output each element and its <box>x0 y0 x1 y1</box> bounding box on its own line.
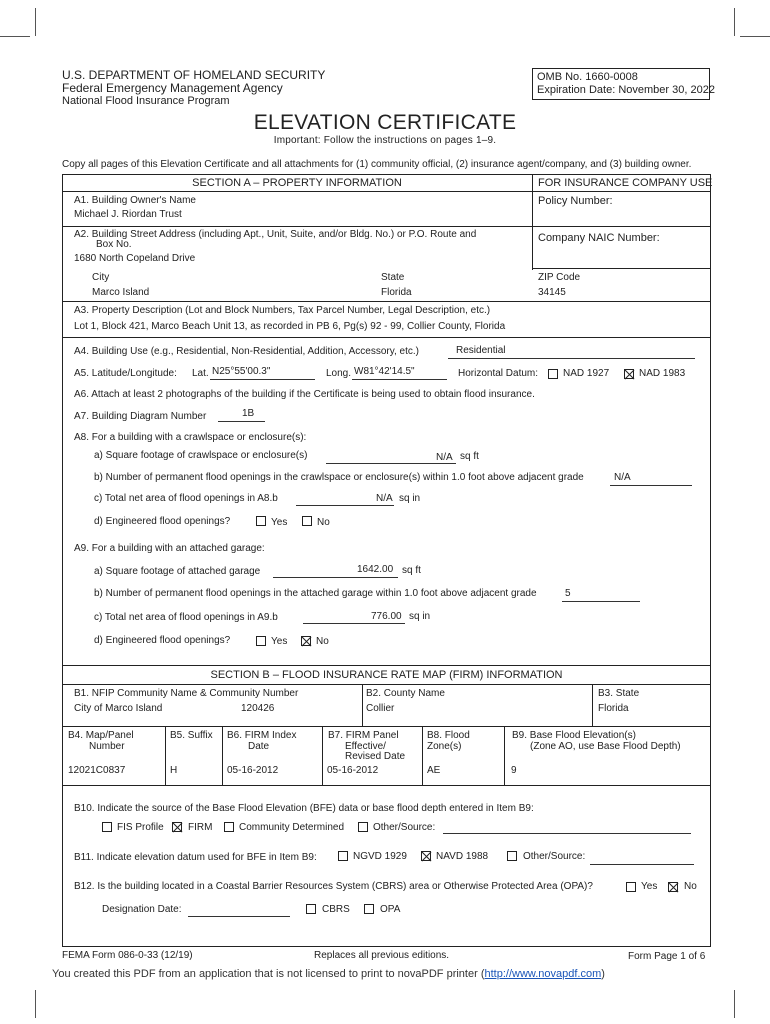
a9c-underline <box>303 623 405 624</box>
city-label: City <box>92 272 110 283</box>
a5-label: A5. Latitude/Longitude: <box>74 368 177 379</box>
b11-other-label: Other/Source: <box>523 851 586 862</box>
opa-checkbox[interactable] <box>364 904 374 914</box>
fis-profile-label: FIS Profile <box>117 822 164 833</box>
navd-checkbox[interactable] <box>421 851 431 861</box>
designation-date-underline[interactable] <box>188 916 290 917</box>
b4-label: B4. Map/Panel <box>68 730 134 741</box>
b8-value[interactable]: AE <box>427 765 441 776</box>
b10-label: B10. Indicate the source of the Base Flood Elevation (BFE) data or base flood depth entered in Item B9: <box>74 803 534 814</box>
lat-underline <box>210 379 315 380</box>
b12-label: B12. Is the building located in a Coastal Barrier Resources System (CBRS) area or Otherwise Protected Area (OPA)? <box>74 881 593 892</box>
b1-label: B1. NFIP Community Name & Community Number <box>74 688 299 699</box>
b5-label: B5. Suffix <box>170 730 213 741</box>
datum-label: Horizontal Datum: <box>458 368 539 379</box>
important-note: Important: Follow the instructions on pages 1–9. <box>273 135 497 146</box>
b2-label: B2. County Name <box>366 688 445 699</box>
a1-value[interactable]: Michael J. Riordan Trust <box>74 209 182 220</box>
naic-label: Company NAIC Number: <box>538 232 660 244</box>
a4-underline <box>448 358 695 359</box>
a3-label: A3. Property Description (Lot and Block Numbers, Tax Parcel Number, Legal Description, etc.) <box>74 305 491 316</box>
cbrs-checkbox[interactable] <box>306 904 316 914</box>
divider <box>62 684 711 685</box>
divider <box>165 726 166 785</box>
divider <box>62 301 711 302</box>
a7-value[interactable]: 1B <box>242 408 255 419</box>
b6-value[interactable]: 05-16-2012 <box>227 765 279 776</box>
b8-label-cont: Zone(s) <box>427 741 462 752</box>
divider <box>62 726 711 727</box>
divider <box>504 726 505 785</box>
a8c-underline <box>296 505 394 506</box>
crop-mark <box>0 36 30 37</box>
a8-label: A8. For a building with a crawlspace or enclosure(s): <box>74 432 307 443</box>
page-number: Form Page 1 of 6 <box>628 951 706 962</box>
lat-value[interactable]: N25°55'00.3" <box>212 366 271 377</box>
expiration-date: Expiration Date: November 30, 2022 <box>537 84 715 96</box>
state-value[interactable]: Florida <box>381 287 412 298</box>
b11-other-underline <box>590 864 694 865</box>
zip-value[interactable]: 34145 <box>538 287 566 298</box>
b9-label: B9. Base Flood Elevation(s) <box>512 730 636 741</box>
b12-yes-checkbox[interactable] <box>626 882 636 892</box>
a8b-value[interactable]: N/A <box>614 472 631 483</box>
b4-label-cont: Number <box>89 741 125 752</box>
a9d-label: d) Engineered flood openings? <box>94 635 231 646</box>
b1-name[interactable]: City of Marco Island <box>74 703 163 714</box>
opa-label: OPA <box>380 904 401 915</box>
a8d-no-label: No <box>317 517 330 528</box>
a9b-underline <box>562 601 640 602</box>
a8d-yes-checkbox[interactable] <box>256 516 266 526</box>
crop-mark <box>734 990 735 1018</box>
policy-number-label: Policy Number: <box>538 195 613 207</box>
b7-label-cont: Effective/ <box>345 741 386 752</box>
a9b-value[interactable]: 5 <box>565 588 571 599</box>
sq-ft-unit: sq ft <box>460 451 479 462</box>
a8d-yes-label: Yes <box>271 517 288 528</box>
a9d-no-label: No <box>316 636 329 647</box>
agency-name: Federal Emergency Management Agency <box>62 81 283 95</box>
a4-value[interactable]: Residential <box>456 345 506 356</box>
b6-label-cont: Date <box>248 741 270 752</box>
a2-label-cont: Box No. <box>96 239 132 250</box>
divider <box>62 337 711 338</box>
a3-value[interactable]: Lot 1, Block 421, Marco Beach Unit 13, as recorded in PB 6, Pg(s) 92 - 99, Collier County, Florida <box>74 321 506 332</box>
replaces-note: Replaces all previous editions. <box>314 950 450 961</box>
a4-label: A4. Building Use (e.g., Residential, Non-Residential, Addition, Accessory, etc.) <box>74 346 419 357</box>
crop-mark <box>35 8 36 36</box>
fis-profile-checkbox[interactable] <box>102 822 112 832</box>
agency-dept: U.S. DEPARTMENT OF HOMELAND SECURITY <box>62 68 326 82</box>
a2-label: A2. Building Street Address (including Apt., Unit, Suite, and/or Bldg. No.) or P.O. Route and <box>74 229 477 240</box>
long-label: Long. <box>326 368 352 379</box>
a8c-value[interactable]: N/A <box>376 493 393 504</box>
a9d-yes-label: Yes <box>271 636 288 647</box>
ngvd-checkbox[interactable] <box>338 851 348 861</box>
a9d-yes-checkbox[interactable] <box>256 636 266 646</box>
long-value[interactable]: W81°42'14.5" <box>354 366 415 377</box>
b10-other-underline <box>443 833 691 834</box>
b11-label: B11. Indicate elevation datum used for BFE in Item B9: <box>74 852 317 863</box>
b10-other-checkbox[interactable] <box>358 822 368 832</box>
b5-value[interactable]: H <box>170 765 178 776</box>
b9-label-cont: (Zone AO, use Base Flood Depth) <box>530 741 681 752</box>
divider <box>422 726 423 785</box>
a8b-underline <box>610 485 692 486</box>
crop-mark <box>35 990 36 1018</box>
a9c-label: c) Total net area of flood openings in A9.b <box>94 612 278 623</box>
watermark-notice <box>52 968 605 980</box>
divider <box>322 726 323 785</box>
b3-label: B3. State <box>598 688 640 699</box>
divider <box>592 684 593 726</box>
a1-label: A1. Building Owner's Name <box>74 195 196 206</box>
a2-value[interactable]: 1680 North Copeland Drive <box>74 253 196 264</box>
b7-value[interactable]: 05-16-2012 <box>327 765 379 776</box>
b7-label: B7. FIRM Panel <box>328 730 399 741</box>
firm-checkbox[interactable] <box>172 822 182 832</box>
divider <box>62 665 711 666</box>
b9-value[interactable]: 9 <box>511 765 517 776</box>
b11-other-checkbox[interactable] <box>507 851 517 861</box>
city-value[interactable]: Marco Island <box>92 287 150 298</box>
divider <box>62 226 711 227</box>
navd-label: NAVD 1988 <box>436 851 489 862</box>
b7-label-cont2: Revised Date <box>345 751 406 762</box>
program-name: National Flood Insurance Program <box>62 95 230 107</box>
a8b-label: b) Number of permanent flood openings in the crawlspace or enclosure(s) within 1.0 foot above adjacent grade <box>94 472 584 483</box>
a9a-underline <box>273 577 398 578</box>
a9c-value[interactable]: 776.00 <box>371 611 402 622</box>
a8a-label: a) Square footage of crawlspace or enclosure(s) <box>94 450 308 461</box>
nad1927-label: NAD 1927 <box>563 368 610 379</box>
a8d-no-checkbox[interactable] <box>302 516 312 526</box>
firm-label: FIRM <box>188 822 213 833</box>
a6-text: A6. Attach at least 2 photographs of the building if the Certificate is being used to obtain flood insurance. <box>74 389 535 400</box>
community-determined-checkbox[interactable] <box>224 822 234 832</box>
ngvd-label: NGVD 1929 <box>353 851 407 862</box>
zip-label: ZIP Code <box>538 272 581 283</box>
b2-value[interactable]: Collier <box>366 703 395 714</box>
watermark-text-end: ) <box>601 968 605 980</box>
b8-label: B8. Flood <box>427 730 470 741</box>
a8d-label: d) Engineered flood openings? <box>94 516 231 527</box>
divider <box>62 191 711 192</box>
insurance-use-heading: FOR INSURANCE COMPANY USE <box>538 177 713 189</box>
form-number: FEMA Form 086-0-33 (12/19) <box>62 950 193 961</box>
b10-other-label: Other/Source: <box>373 822 436 833</box>
novapdf-link[interactable]: http://www.novapdf.com <box>484 968 602 980</box>
a7-label: A7. Building Diagram Number <box>74 411 207 422</box>
a7-underline <box>218 421 265 422</box>
copy-note: Copy all pages of this Elevation Certificate and all attachments for (1) community official, (2) insurance agent/company, and (3) building owner. <box>62 159 692 170</box>
cbrs-label: CBRS <box>322 904 350 915</box>
divider <box>362 684 363 726</box>
crop-mark <box>740 36 770 37</box>
a9a-label: a) Square footage of attached garage <box>94 566 261 577</box>
a8a-value[interactable]: N/A <box>436 452 453 463</box>
omb-number: OMB No. 1660-0008 <box>537 71 638 83</box>
b12-no-checkbox[interactable] <box>668 882 678 892</box>
community-determined-label: Community Determined <box>239 822 345 833</box>
a8a-underline <box>326 463 456 464</box>
b3-value[interactable]: Florida <box>598 703 629 714</box>
watermark-text: You created this PDF from an application that is not licensed to print to novaPDF printer ( <box>52 968 485 980</box>
a8c-label: c) Total net area of flood openings in A8.b <box>94 493 278 504</box>
b4-value[interactable]: 12021C0837 <box>68 765 126 776</box>
long-underline <box>352 379 447 380</box>
sq-in-unit: sq in <box>399 493 421 504</box>
state-label: State <box>381 272 405 283</box>
b12-no-label: No <box>684 881 697 892</box>
a9d-no-checkbox[interactable] <box>301 636 311 646</box>
divider <box>222 726 223 785</box>
a9b-label: b) Number of permanent flood openings in the attached garage within 1.0 foot above adjacent grade <box>94 588 537 599</box>
nad1927-checkbox[interactable] <box>548 369 558 379</box>
b6-label: B6. FIRM Index <box>227 730 297 741</box>
page-title: ELEVATION CERTIFICATE <box>253 111 517 134</box>
sq-in-unit: sq in <box>409 611 431 622</box>
divider <box>62 785 711 786</box>
divider <box>532 174 533 270</box>
a9-label: A9. For a building with an attached garage: <box>74 543 265 554</box>
divider <box>532 268 711 269</box>
b1-number[interactable]: 120426 <box>241 703 275 714</box>
sq-ft-unit: sq ft <box>402 565 421 576</box>
crop-mark <box>734 8 735 36</box>
b12-yes-label: Yes <box>641 881 658 892</box>
nad1983-label: NAD 1983 <box>639 368 686 379</box>
nad1983-checkbox[interactable] <box>624 369 634 379</box>
section-a-heading: SECTION A – PROPERTY INFORMATION <box>192 177 402 189</box>
lat-label: Lat. <box>192 368 209 379</box>
section-b-heading: SECTION B – FLOOD INSURANCE RATE MAP (FIRM) INFORMATION <box>210 669 563 681</box>
designation-date-label: Designation Date: <box>102 904 182 915</box>
a9a-value[interactable]: 1642.00 <box>357 564 394 575</box>
